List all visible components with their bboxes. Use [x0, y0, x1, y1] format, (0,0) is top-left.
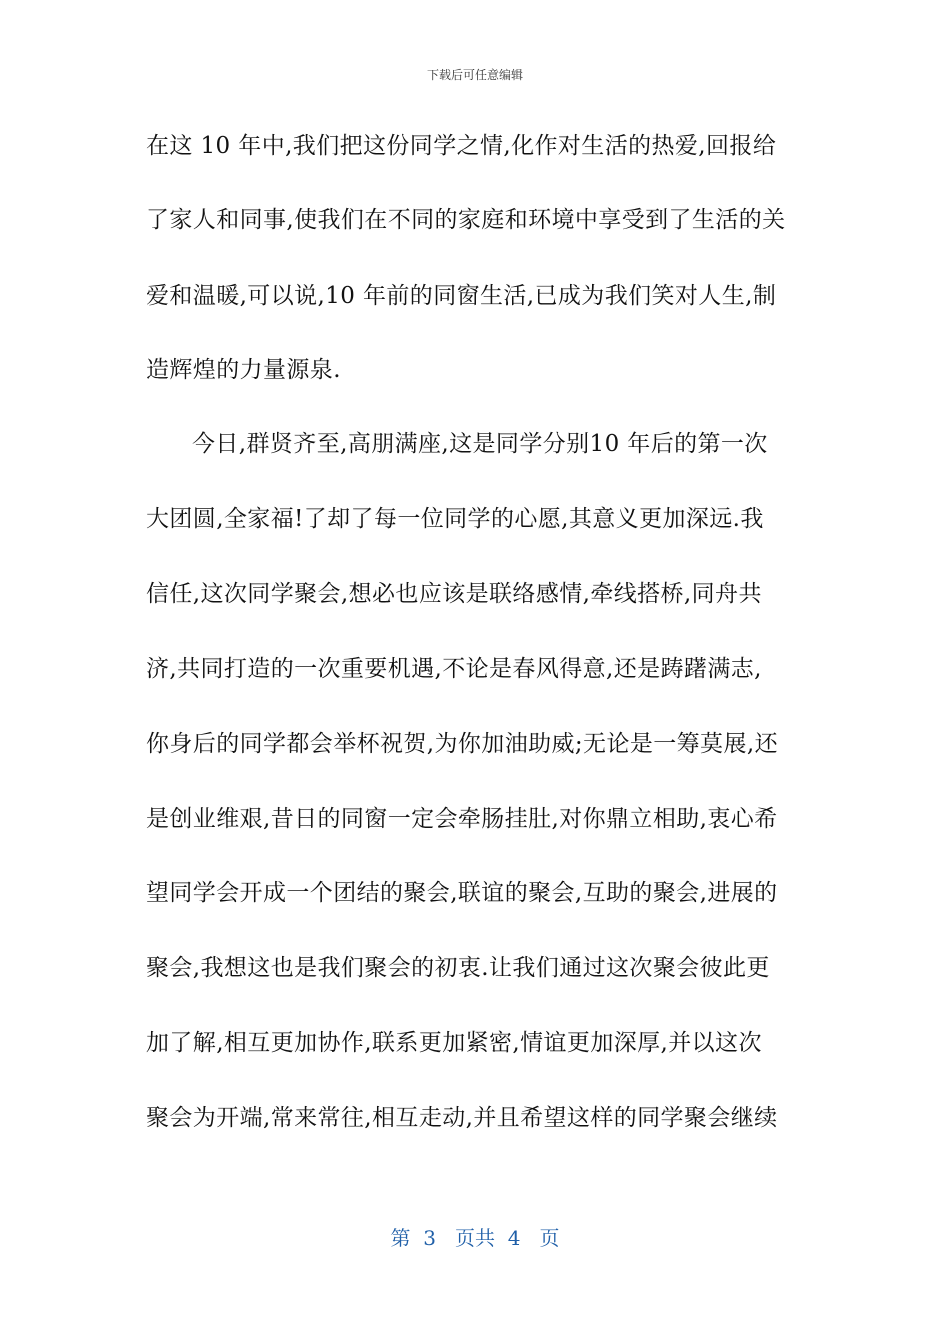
page-number-footer: 第 3 页共 4 页 — [390, 1226, 560, 1250]
body-line: 了家人和同事,使我们在不同的家庭和环境中享受到了生活的关 — [146, 207, 786, 233]
body-line: 望同学会开成一个团结的聚会,联谊的聚会,互助的聚会,进展的 — [146, 880, 778, 906]
body-line: 济,共同打造的一次重要机遇,不论是春风得意,还是踌躇满志, — [146, 656, 762, 682]
body-line: 聚会为开端,常来常往,相互走动,并且希望这样的同学聚会继续 — [146, 1105, 778, 1131]
body-line: 爱和温暖,可以说,10 年前的同窗生活,已成为我们笑对人生,制 — [146, 283, 777, 309]
body-line: 聚会,我想这也是我们聚会的初衷.让我们通过这次聚会彼此更 — [146, 955, 770, 981]
body-line: 大团圆,全家福!了却了每一位同学的心愿,其意义更加深远.我 — [146, 506, 764, 532]
body-line: 是创业维艰,昔日的同窗一定会牵肠挂肚,对你鼎立相助,衷心希 — [146, 806, 778, 832]
body-line: 在这 10 年中,我们把这份同学之情,化作对生活的热爱,回报给 — [146, 133, 777, 159]
body-line: 信任,这次同学聚会,想必也应该是联络感情,牵线搭桥,同舟共 — [146, 581, 762, 607]
body-line: 加了解,相互更加协作,联系更加紧密,情谊更加深厚,并以这次 — [146, 1030, 762, 1056]
body-line: 造辉煌的力量源泉. — [146, 357, 341, 383]
page-header: 下载后可任意编辑 — [426, 68, 523, 82]
body-line: 今日,群贤齐至,高朋满座,这是同学分别10 年后的第一次 — [192, 431, 768, 457]
body-line: 你身后的同学都会举杯祝贺,为你加油助威;无论是一筹莫展,还 — [146, 731, 778, 757]
